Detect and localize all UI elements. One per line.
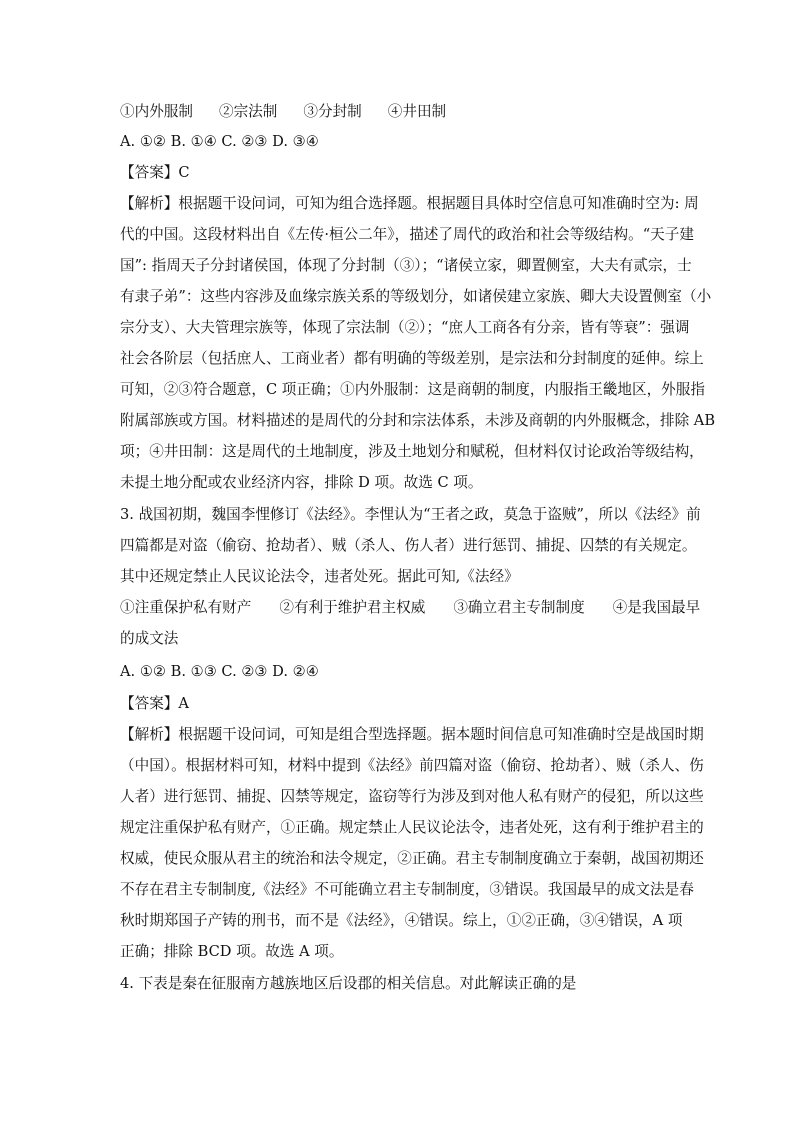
q3-analysis-line: 不存在君主专制制度,《法经》不可能确立君主专制制度，③错误。我国最早的成文法是春 xyxy=(120,881,694,898)
q2-analysis-line: 社会各阶层（包括庶人、工商业者）都有明确的等级差别，是宗法和分封制度的延伸。综上 xyxy=(120,350,704,367)
q3-question-line: 3. 战国初期，魏国李悝修订《法经》。李悝认为“王者之政，莫急于盗贼”，所以《法经》前 xyxy=(120,506,701,523)
q2-option-1: ①内外服制 xyxy=(120,103,193,120)
q3-option-2: ②有利于维护君主权威 xyxy=(279,599,426,616)
q2-analysis-line: 代的中国。这段材料出自《左传·桓公二年》，描述了周代的政治和社会等级结构。“天子建 xyxy=(120,226,694,243)
q2-analysis-line: 附属部族或方国。材料描述的是周代的分封和宗法体系，未涉及商朝的内外服概念，排除 AB xyxy=(120,412,716,429)
q3-options xyxy=(120,598,700,618)
q2-option-2: ②宗法制 xyxy=(218,103,278,120)
q3-analysis-line: 秋时期郑国子产铸的刑书，而不是《法经》，④错误。综上，①②正确，③④错误，A 项 xyxy=(120,912,683,929)
q3-options-cont: 的成文法 xyxy=(120,630,179,647)
q2-options xyxy=(120,102,446,122)
q2-option-3: ③分封制 xyxy=(303,103,362,120)
q3-answer: 【答案】A xyxy=(120,695,189,712)
q3-analysis-line: 权威，使民众服从君主的统治和法令规定，②正确。君主专制制度确立于秦朝，战国初期还 xyxy=(120,850,704,867)
q2-analysis-line: 【解析】根据题干设问词，可知为组合选择题。根据题目具体时空信息可知准确时空为: 周 xyxy=(120,195,699,212)
q3-analysis-line: 人者）进行惩罚、捕捉、囚禁等规定，盗窃等行为涉及到对他人私有财产的侵犯，所以这些 xyxy=(120,788,704,805)
q2-analysis-line: 有隶子弟”：这些内容涉及血缘宗族关系的等级划分，如诸侯建立家族、卿大夫设置侧室（小 xyxy=(120,288,712,305)
q2-option-4: ④井田制 xyxy=(387,103,447,120)
q3-option-3: ③确立君主专制制度 xyxy=(453,599,585,616)
q3-choices: A. ①② B. ①③ C. ②③ D. ②④ xyxy=(120,663,319,680)
q2-analysis-line: 可知，②③符合题意，C 项正确；①内外服制：这是商朝的制度，内服指王畿地区，外服指 xyxy=(120,381,705,398)
q2-analysis-line: 宗分支）、大夫管理宗族等，体现了宗法制（②）；“庶人工商各有分亲，皆有等衰”：强调 xyxy=(120,319,690,336)
q3-analysis-line: （中国）。根据材料可知，材料中提到《法经》前四篇对盗（偷窃、抢劫者）、贼（杀人、伤 xyxy=(120,757,704,774)
q3-option-4: ④是我国最早 xyxy=(612,599,701,616)
q2-choices: A. ①② B. ①④ C. ②③ D. ③④ xyxy=(120,133,319,150)
q2-analysis-line: 项；④井田制：这是周代的土地制度，涉及土地划分和赋税，但材料仅讨论政治等级结构， xyxy=(120,443,704,460)
q2-analysis-line: 国”: 指周天子分封诸侯国，体现了分封制（③）；“诸侯立家，卿置侧室，大夫有贰宗，士 xyxy=(120,257,692,274)
q3-analysis-line: 规定注重保护私有财产，①正确。规定禁止人民议论法令，违者处死，这有利于维护君主的 xyxy=(120,819,704,836)
q3-question-line: 其中还规定禁止人民议论法令，违者处死。据此可知,《法经》 xyxy=(120,568,519,585)
q4-question: 4. 下表是秦在征服南方越族地区后设郡的相关信息。对此解读正确的是 xyxy=(120,975,577,992)
q2-answer: 【答案】C xyxy=(120,164,190,181)
q3-option-1: ①注重保护私有财产 xyxy=(120,599,252,616)
q3-question-line: 四篇都是对盗（偷窃、抢劫者）、贼（杀人、伤人者）进行惩罚、捕捉、囚禁的有关规定。 xyxy=(120,537,697,554)
q3-analysis-line: 【解析】根据题干设问词，可知是组合型选择题。据本题时间信息可知准确时空是战国时期 xyxy=(120,726,704,743)
q3-analysis-line: 正确；排除 BCD 项。故选 A 项。 xyxy=(120,943,344,960)
q2-analysis-line: 未提土地分配或农业经济内容，排除 D 项。故选 C 项。 xyxy=(120,474,483,491)
